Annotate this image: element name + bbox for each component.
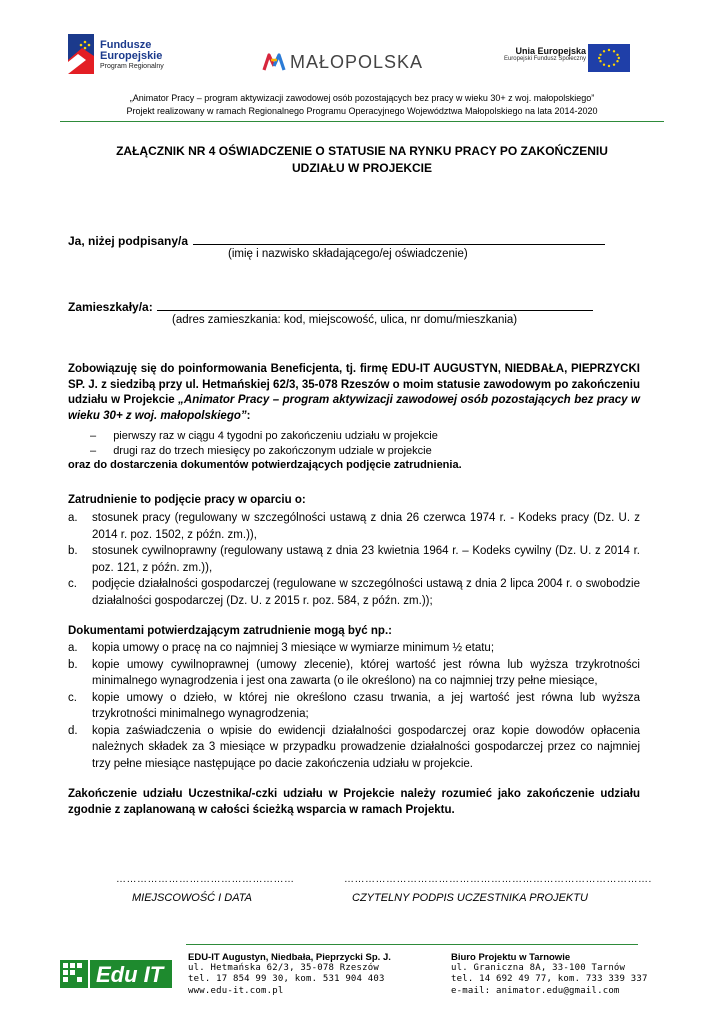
- signer-label: Ja, niżej podpisany/a: [68, 234, 189, 248]
- office-address: ul. Graniczna 8A, 33-100 Tarnów: [451, 963, 626, 974]
- signature-caption: CZYTELNY PODPIS UCZESTNIKA PROJEKTU: [352, 892, 588, 904]
- commitment-end: oraz do dostarczenia dokumentów potwierdzających podjęcie zatrudnienia.: [68, 459, 462, 471]
- dash-icon: –: [90, 445, 97, 457]
- signer-hint: (imię i nazwisko składającego/ej oświadczenie): [228, 248, 468, 260]
- commitment-text: Zobowiązuję się do poinformowania Beneficjenta, tj. firmę EDU-IT AUGUSTYN, NIEDBAŁA, PIEPRZYCKI SP. J. z siedzibą przy ul. Hetmańskiej 62/3, 35-078 Rzeszów o moim statusie zawodowym po zakończeniu udziału w Projekcie: [68, 363, 640, 407]
- list-item: [68, 690, 640, 723]
- unia-europejska-logo: [486, 44, 630, 74]
- project-line-1: „Animator Pracy – program aktywizacji zawodowej osób pozostających bez pracy w wieku 30+ z woj. małopolskiego”: [129, 93, 595, 103]
- company-www[interactable]: www.edu-it.com.pl: [188, 985, 284, 996]
- list-item: [68, 543, 640, 576]
- company-phone: tel. 17 854 99 30, kom. 531 904 403: [188, 974, 385, 985]
- commitment-project-name: „Animator Pracy – program aktywizacji zawodowej osób pozostających bez pracy w wieku 30+ z woj. małopolskiego”: [68, 394, 640, 422]
- employment-list: [68, 510, 640, 609]
- header-divider: [60, 121, 664, 122]
- item-text: podjęcie działalności gospodarczej (regulowane w szczególności ustawą z dnia 2 lipca 2004 r. o swobodzie działalności gospodarczej (Dz. U. z 2015 r. poz. 584, z późn. zm.));: [92, 578, 640, 607]
- company-name: EDU-IT Augustyn, Niedbała, Pieprzycki Sp. J.: [188, 952, 391, 963]
- fundusze-europejskie-flag-icon: [68, 34, 94, 74]
- item-marker: c.: [68, 578, 77, 590]
- resident-line[interactable]: [157, 298, 593, 311]
- list-item: [68, 576, 640, 609]
- employment-title: Zatrudnienie to podjęcie pracy w oparciu o:: [68, 494, 306, 506]
- signer-line[interactable]: [193, 232, 605, 245]
- list-item: [90, 429, 438, 444]
- place-date-caption: MIEJSCOWOŚĆ I DATA: [132, 892, 252, 904]
- office-phone: tel. 14 692 49 77, kom. 733 339 337: [451, 974, 648, 985]
- commit-item-1: pierwszy raz w ciągu 4 tygodni po zakończeniu udziału w projekcie: [113, 430, 438, 442]
- resident-label: Zamieszkały/a:: [68, 300, 153, 314]
- project-line-2: Projekt realizowany w ramach Regionalnego Programu Operacyjnego Województwa Małopolskiego na lata 2014-2020: [126, 106, 598, 116]
- list-item: [68, 657, 640, 690]
- list-item: [90, 444, 432, 459]
- project-info: [60, 92, 664, 118]
- dash-icon: –: [90, 430, 97, 442]
- item-text: kopie umowy cywilnoprawnej (umowy zlecenie), której wartość jest równa lub wyższa trzykrotności minimalnego wynagrodzenia i jest ona zawarta (o ile określono) na co najmniej trzy pełne miesiące,: [92, 658, 640, 687]
- company-address: ul. Hetmańska 62/3, 35-078 Rzeszów: [188, 963, 380, 974]
- list-item: [68, 723, 640, 773]
- item-text: kopia umowy o pracę na co najmniej 3 miesiące w wymiarze minimum ½ etatu;: [92, 642, 495, 654]
- office-name: Biuro Projektu w Tarnowie: [451, 952, 571, 963]
- signature-line[interactable]: …………………………………………………………………………….: [344, 874, 652, 885]
- document-title: [60, 143, 664, 177]
- fundusze-europejskie-logo: [68, 32, 188, 78]
- item-marker: a.: [68, 642, 78, 654]
- company-contact: [188, 952, 391, 997]
- fe-line2: Europejskie: [100, 50, 163, 62]
- item-marker: b.: [68, 545, 78, 557]
- item-marker: c.: [68, 691, 77, 704]
- title-line-2: UDZIAŁU W PROJEKCIE: [291, 161, 432, 175]
- item-text: stosunek cywilnoprawny (regulowany ustawą z dnia 23 kwietnia 1964 r. – Kodeks cywilny (Dz. U. z 2014 r. poz. 121, z późn. zm.)),: [92, 545, 640, 574]
- closing-paragraph: Zakończenie udziału Uczestnika/-czki udziału w Projekcie należy rozumieć jako zakończenie udziału zgodnie z zaplanowaną w całości ścieżką wsparcia w ramach Projektu.: [68, 788, 640, 816]
- office-contact: [451, 952, 648, 997]
- documents-title: Dokumentami potwierdzającym zatrudnienie mogą być np.:: [68, 625, 392, 637]
- item-text: kopie umowy o dzieło, w której nie określono czasu trwania, a jej wartość jest równa lub wyższa trzykrotności minimalnego wynagrodzenia;: [92, 691, 640, 720]
- commitment-colon: :: [246, 409, 251, 422]
- fe-line3: Program Regionalny: [100, 63, 164, 70]
- place-date-line[interactable]: ……………………………………………: [116, 874, 295, 885]
- fe-line1: Fundusze: [100, 39, 152, 51]
- item-marker: b.: [68, 658, 78, 671]
- item-marker: d.: [68, 724, 78, 737]
- eu-flag-icon: [588, 44, 630, 72]
- commit-item-2: drugi raz do trzech miesięcy po zakończonym udziale w projekcie: [113, 445, 432, 457]
- list-item: [68, 510, 640, 543]
- office-email[interactable]: e-mail: animator.edu@gmail.com: [451, 985, 620, 996]
- documents-list: [68, 640, 640, 772]
- item-text: kopia zaświadczenia o wpisie do ewidencji działalności gospodarczej oraz kopie dowodów opłacenia należnych składek za 3 miesiące w przypadku prowadzenie działalności gospodarczej przez co najmniej trzy pełne miesiące następujące po dacie zakończenia udziału w projekcie.: [92, 724, 640, 770]
- footer-divider: [186, 944, 638, 945]
- item-marker: a.: [68, 512, 78, 524]
- malopolska-mark-icon: [262, 52, 286, 72]
- ue-subtitle: Europejski Fundusz Społeczny: [503, 56, 586, 62]
- resident-hint: (adres zamieszkania: kod, miejscowość, ulica, nr domu/mieszkania): [172, 314, 518, 326]
- list-item: [68, 640, 640, 657]
- item-text: stosunek pracy (regulowany w szczególności ustawą z dnia 26 czerwca 1974 r. - Kodeks pracy (Dz. U. z 2014 r. poz. 1502, z późn. zm.)),: [92, 512, 640, 541]
- commitment-paragraph: [68, 362, 640, 424]
- title-line-1: ZAŁĄCZNIK NR 4 OŚWIADCZENIE O STATUSIE NA RYNKU PRACY PO ZAKOŃCZENIU: [116, 144, 608, 158]
- edu-it-text: Edu IT: [96, 962, 164, 987]
- malopolska-text: MAŁOPOLSKA: [290, 52, 424, 72]
- ue-title: Unia Europejska: [515, 46, 586, 56]
- edu-it-logo: [60, 956, 172, 990]
